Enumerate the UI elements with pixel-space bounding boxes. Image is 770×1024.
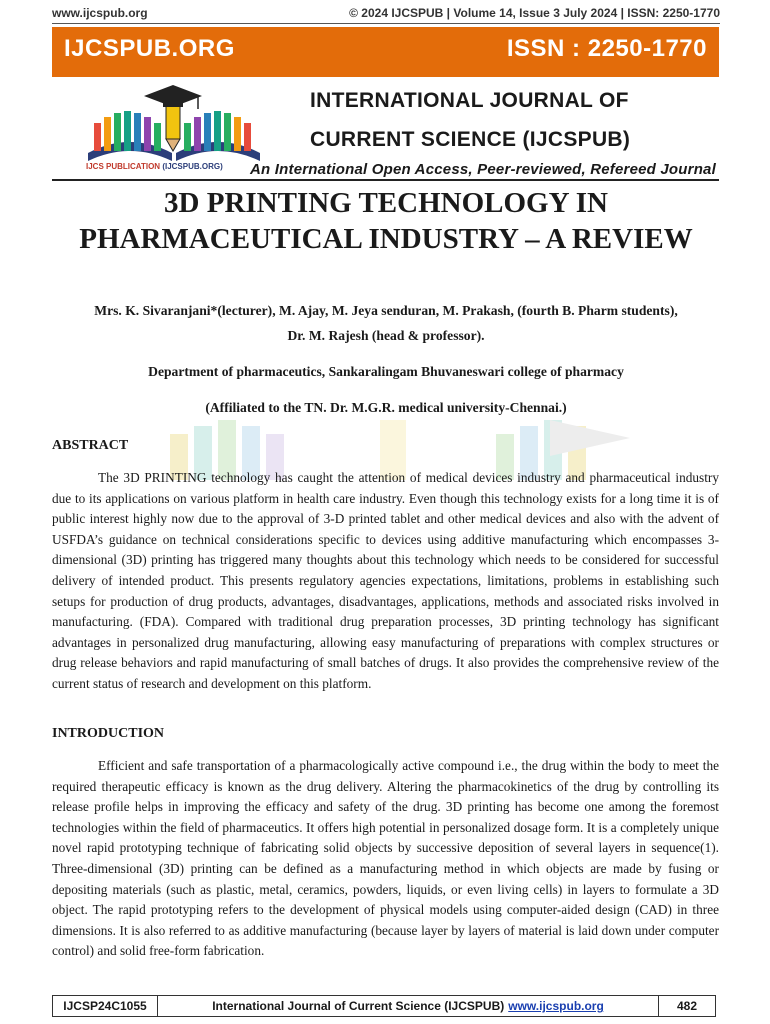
banner-site: IJCSPUB.ORG: [64, 35, 235, 62]
paper-title: [52, 185, 720, 257]
graduation-cap-icon: [144, 85, 202, 109]
department: Department of pharmaceutics, Sankaralingam Bhuvaneswari college of pharmacy: [148, 364, 624, 379]
paper-title-line2: PHARMACEUTICAL INDUSTRY – A REVIEW: [79, 223, 693, 255]
banner-issn: ISSN : 2250-1770: [506, 35, 707, 62]
journal-title-line2: CURRENT SCIENCE (IJCSPUB): [310, 128, 631, 151]
affiliation: (Affiliated to the TN. Dr. M.G.R. medical university-Chennai.): [205, 400, 567, 415]
banner-rule: [52, 179, 719, 181]
journal-subtitle: An International Open Access, Peer-reviewed, Refereed Journal: [250, 161, 716, 178]
header-issue-info: © 2024 IJCSPUB | Volume 14, Issue 3 July 2024 | ISSN: 2250-1770: [349, 6, 720, 20]
logo-caption: [86, 162, 223, 171]
authors-line2: Dr. M. Rajesh (head & professor).: [287, 328, 485, 343]
paper-title-line1: 3D PRINTING TECHNOLOGY IN: [164, 187, 608, 219]
page-footer: [52, 995, 716, 1017]
running-header: [52, 6, 720, 24]
journal-title-line1: INTERNATIONAL JOURNAL OF: [310, 89, 629, 112]
footer-link[interactable]: www.ijcspub.org: [508, 999, 604, 1013]
logo-caption-a: IJCS PUBLICATION: [86, 162, 161, 171]
abstract-heading: ABSTRACT: [52, 438, 129, 453]
footer-page-number: 482: [676, 999, 698, 1013]
journal-logo: [80, 83, 270, 167]
logo-caption-b: (IJCSPUB.ORG): [162, 162, 223, 171]
footer-paper-id: IJCSP24C1055: [53, 996, 158, 1016]
introduction-heading: INTRODUCTION: [52, 726, 165, 741]
authors: [52, 298, 720, 348]
header-rule: [52, 23, 720, 24]
introduction-text: Efficient and safe transportation of a pharmacologically active compound i.e., the drug within the body to meet the required therapeutic efficacy is known as the drug delivery. Altering the pharmacokinetics of the drug by controlling its release profile helps in improving the efficacy and safety of the drug. 3D printing has become one among the foremost technologies within the field of pharmaceutics. It offers high potential in personalized dosage form. It is a completely unique novel rapid prototyping technique of fabricating solid objects by successive deposition of several layers in sequence(1). Three-dimensional (3D) printing can be defined as a manufacturing method in which objects are made by fusing or depositing materials (such as plastic, metal, ceramics, powders, liquids, or even living cells) in layers to formulate a 3D object. The rapid prototyping refers to the development of physical models using computer-aided design (CAD) in three dimensions. It is also referred to as additive manufacturing (because layer by layers of material is laid down under computer control) and solid free-form fabrication.: [52, 758, 719, 959]
footer-journal-name: International Journal of Current Science (IJCSPUB): [212, 999, 505, 1013]
authors-line1: Mrs. K. Sivaranjani*(lecturer), M. Ajay, M. Jeya senduran, M. Prakash, (fourth B. Pharm students),: [94, 303, 678, 318]
header-website[interactable]: www.ijcspub.org: [52, 6, 148, 20]
abstract-text: The 3D PRINTING technology has caught the attention of medical devices industry and pharmaceutical industry due to its applications on various platform in health care industry. Even though this technology exists for a long time it is of public interest highly now due to the approval of 3-D printed tablet and other medical devices and also with the advent of USFDA’s guidance on technical considerations specific to devices using additive manufacturing which encompasses 3-dimensional (3D) printing has triggered many thoughts about this technology which needs to be considered for successful delivery of intended product. This presents regulatory agencies expectations, limitations, problems in establishing such setups for production of drug products, advantages, disadvantages, applications, methods and associated risks involved in manufacturing. (FDA). Compared with traditional drug preparation processes, 3D printing technology has significant advantages in personalized drug manufacturing, allowing easy manufacturing of preparations with complex structures or drug release behaviors and rapid manufacturing of small batches of drugs. It also provides the comprehensive review of the current status of research and development on this platform.: [52, 470, 719, 691]
footer-journal: [158, 996, 659, 1016]
banner-band: [52, 27, 719, 77]
pencil-icon: [166, 103, 180, 151]
journal-banner: [52, 27, 719, 181]
